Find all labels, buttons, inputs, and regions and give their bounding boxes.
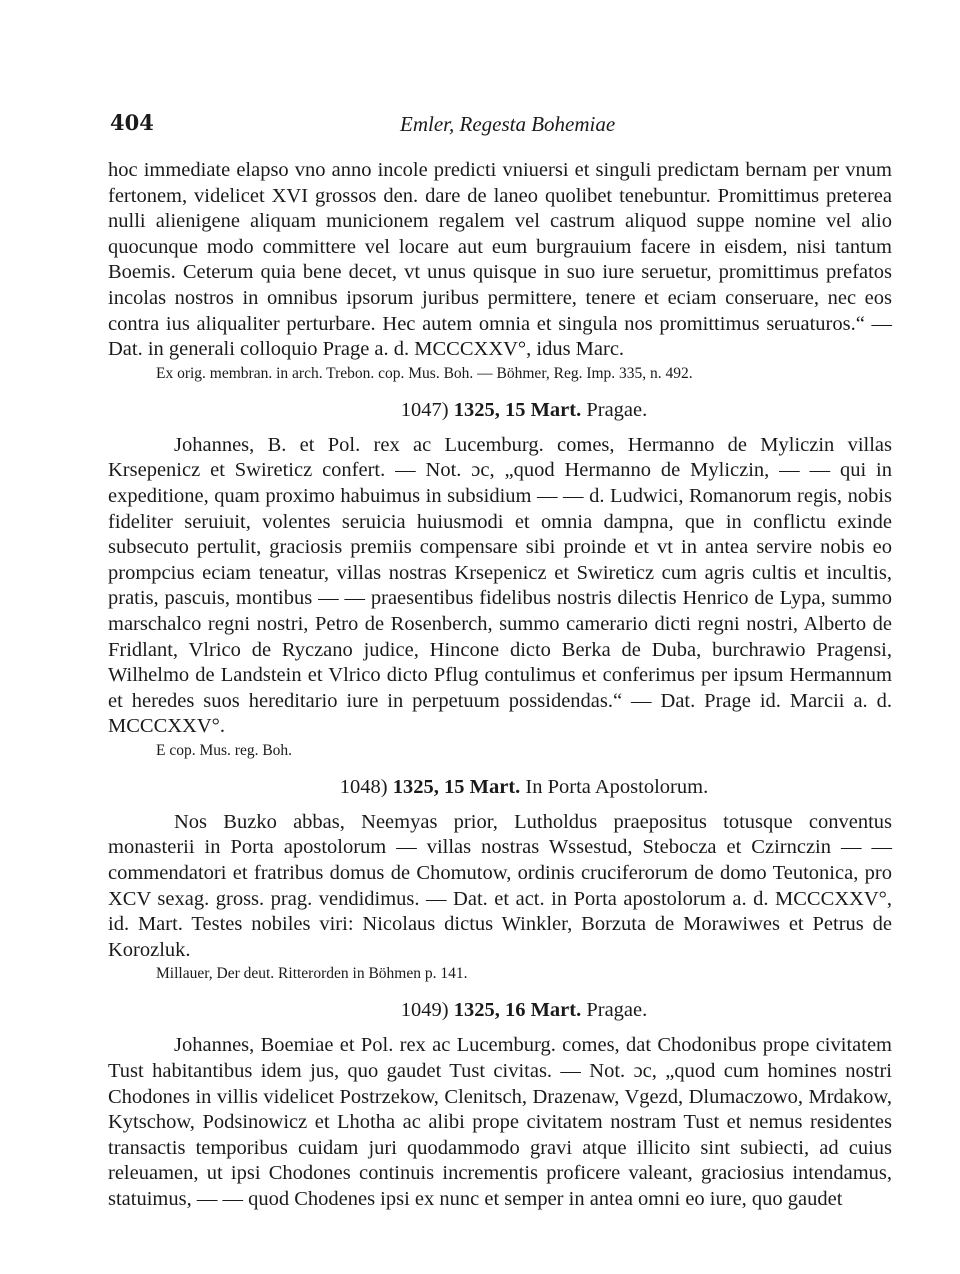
- source-citation: E cop. Mus. reg. Boh.: [156, 741, 293, 759]
- entry-number: 1048): [339, 775, 388, 798]
- entry-date: 1325, 16 Mart.: [453, 999, 582, 1022]
- regest-entry: [108, 774, 892, 986]
- entry-date: 1325, 15 Mart.: [392, 775, 521, 798]
- running-head: Emler, Regesta Bohemiae: [400, 112, 616, 136]
- source-citation: Ex orig. membran. in arch. Trebon. cop. Mus. Boh. — Böhmer, Reg. Imp. 335, n. 492.: [156, 364, 693, 382]
- entry-date: 1325, 15 Mart.: [453, 398, 582, 421]
- entry-text: Johannes, Boemiae et Pol. rex ac Lucemburg. comes, dat Chodonibus prope civitatem Tust habitantibus idem jus, quo gaudet Tust civitas. — Not. ɔc, „quod cum homines nostri Chodones in villis videlicet Postrzekow, Clenitsch, Drazenaw, Vgezd, Dlumaczowo, Mrdakow, Kytschow, Podsinowicz et Lhotha ac alibi prope civitatem nostram Tust et nemus residentes transactis temporibus cuidam juri quodammodo gravi atque illicito sint subiecti, ad cuius releuamen, ut ipsi Chodones continuis incrementis proficere valeant, graciosius intendamus, statuimus, — — quod Chodenes ipsi ex nunc et semper in antea omni eo iure, quo gaudet: [108, 1034, 892, 1210]
- entry-text: Johannes, B. et Pol. rex ac Lucemburg. comes, Hermanno de Myliczin villas Krsepenicz et Swireticz confert. — Not. ɔc, „quod Hermanno de Myliczin, — — qui in expeditione, quam proximo habuimus in subsidium — — d. Ludwici, Romanorum regis, nobis fideliter seruiuit, volentes seruicia huiusmodi et omnia dampna, que in conflictu exinde subsecuto pertulit, graciosis premiis compensare sibi proinde et vt in antea servire nobis eo prompcius eciam teneatur, villas nostras Krsepenicz et Swireticz cum agris cultis et incultis, pratis, pascuis, montibus — — praesentibus fidelibus nostris dilectis Henrico de Lypa, summo marschalco regni nostri, Petro de Rosenberch, summo camerario dicti regni nostri, Alberto de Fridlant, Vlrico de Ryczano judice, Hincone dicto Berka de Duba, burchrawio Pragensi, Wilhelmo de Landstein et Vlrico dicto Pflug contulimus et conferimus per ipsum Hermannum et heredes suos hereditario iure in perpetuum possidendas.“ — Dat. Prage id. Marcii a. d. MCCCXXV°.: [108, 433, 892, 738]
- page-body: [108, 158, 892, 1213]
- entry-place: In Porta Apostolorum.: [525, 775, 709, 798]
- entry-heading: [108, 774, 892, 800]
- entry-place: Pragae.: [586, 398, 648, 421]
- continuation-paragraph: hoc immediate elapso vno anno incole predicti vniuersi et singuli predictam bernam per vnum fertonem, videlicet XVI grossos den. dare de laneo quolibet tenebuntur. Promittimus preterea nulli alienigene aliquam municionem regalem vel castrum aliquod suppe nomine vel alio quocunque modo committere vel locare aut eum burgrauium facere in eisdem, nisi tantum Boemis. Ceterum quia bene decet, vt unus quisque in suo iure seruetur, promittimus prefatos incolas nostros in omnibus ipsorum juribus permittere, tenere et eciam conseruare, nec eos contra ius aliqualiter perturbare. Hec autem omnia et singula nos promittimus seruaturos.“ — Dat. in generali colloquio Prage a. d. MCCCXXV°, idus Marc.: [108, 159, 892, 361]
- entry-number: 1049): [400, 999, 449, 1022]
- source-citation: Millauer, Der deut. Ritterorden in Böhmen p. 141.: [156, 965, 468, 983]
- entry-number: 1047): [400, 398, 449, 421]
- page-number: 404: [110, 110, 154, 135]
- regest-entry: [108, 997, 892, 1212]
- regest-entry: [108, 397, 892, 762]
- entry-heading: [108, 997, 892, 1023]
- entry-place: Pragae.: [586, 999, 648, 1022]
- page-header: [110, 110, 880, 140]
- entry-heading: [108, 397, 892, 423]
- entry-text: Nos Buzko abbas, Neemyas prior, Lutholdus praepositus totusque conventus monasterii in Porta apostolorum — villas nostras Wssestud, Stebocza et Czirnczin — — commendatori et fratribus domus de Chomutow, ordinis cruciferorum de domo Teutonica, pro XCV sexag. gross. prag. vendidimus. — Dat. et act. in Porta apostolorum a. d. MCCCXXV°, id. Mart. Testes nobiles viri: Nicolaus dictus Winkler, Borzuta de Morawiwes et Petrus de Korozluk.: [108, 810, 892, 961]
